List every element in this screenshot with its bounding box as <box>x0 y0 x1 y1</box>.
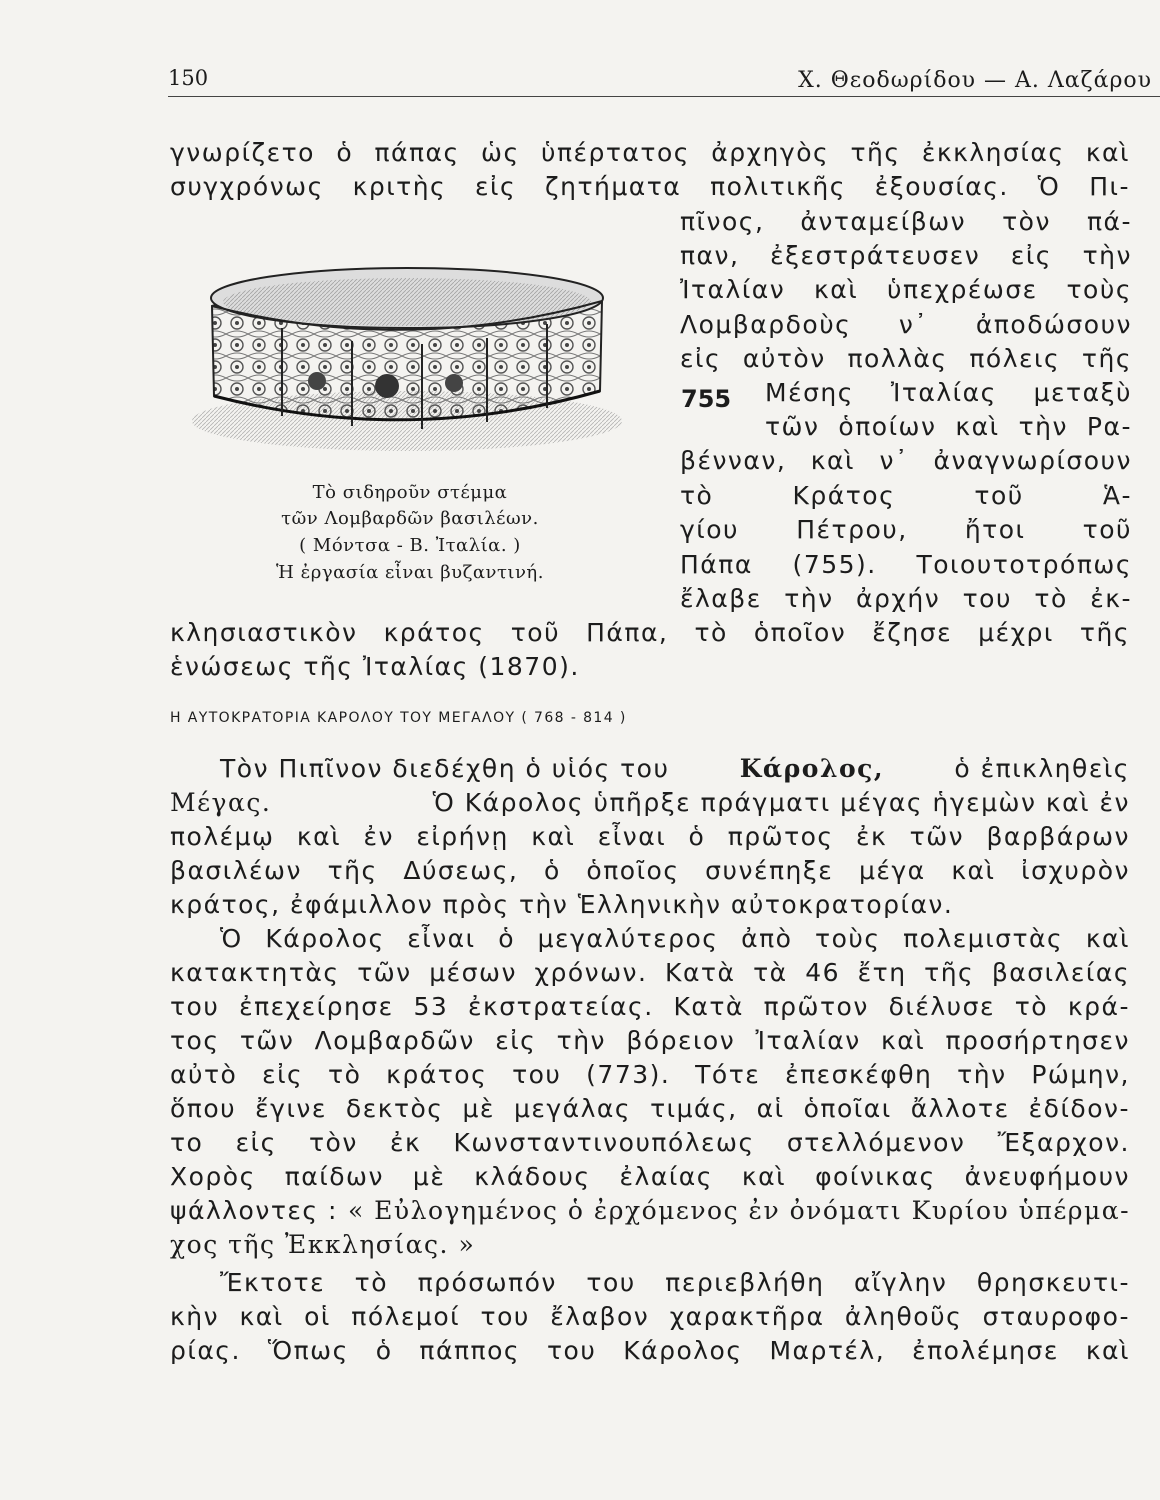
text-line: ἑνώσεως τῆς Ἰταλίας (1870). <box>170 652 580 681</box>
name-emphasis: Κάρολος, <box>739 754 885 783</box>
text-line: πῖνος, ἀνταμείβων τὸν πά- <box>680 207 1132 236</box>
text-line: ἔλαβε τὴν ἀρχήν του τὸ ἐκ- <box>680 584 1132 613</box>
text-line <box>170 1196 1130 1226</box>
text-line: εἰς αὐτὸν πολλὰς πόλεις τῆς <box>680 344 1132 373</box>
text-line: τὸ Κράτος τοῦ Ἁ- <box>680 481 1132 510</box>
text-line: Μέσης Ἰταλίας μεταξὺ <box>765 378 1132 407</box>
name-emphasis: Μέγας. <box>170 788 272 817</box>
text-line: κράτος, ἐφάμιλλον πρὸς τὴν Ἑλληνικὴν αὐτοκρατορίαν. <box>170 890 954 919</box>
page-number: 150 <box>168 66 209 90</box>
text-line: το εἰς τὸν ἐκ Κωνσταντινουπόλεως στελλόμενον Ἔξαρχον. <box>170 1128 1130 1157</box>
text-line: αὐτὸ εἰς τὸ κράτος του (773). Τότε ἐπεσκέφθη τὴν Ρώμην, <box>170 1060 1130 1089</box>
text-line: Λομβαρδοὺς ν᾽ ἀποδώσουν <box>680 310 1132 339</box>
text-line: γνωρίζετο ὁ πάπας ὡς ὑπέρτατος ἀρχηγὸς τῆς ἐκκλησίας καὶ <box>170 138 1130 167</box>
caption-line: Ἡ ἐργασία εἶναι βυζαντινή. <box>276 562 544 583</box>
text-line: Ὁ Κάρολος εἶναι ὁ μεγαλύτερος ἀπὸ τοὺς πολεμιστὰς καὶ <box>220 924 1130 953</box>
text-line: Ἰταλίαν καὶ ὑπεχρέωσε τοὺς <box>680 275 1132 304</box>
text-line: χος τῆς Ἐκκλησίας. » <box>170 1230 476 1259</box>
margin-year-note: 755 <box>681 385 732 413</box>
text-line: τῶν ὁποίων καὶ τὴν Ρα- <box>765 412 1132 441</box>
text-line: ρίας. Ὅπως ὁ πάππος του Κάρολος Μαρτέλ, ἐπολέμησε καὶ <box>170 1336 1130 1365</box>
text-line: Χορὸς παίδων μὲ κλάδους ἐλαίας καὶ φοίνικας ἀνευφήμουν <box>170 1162 1130 1191</box>
text-line: παν, ἐξεστράτευσεν εἰς τὴν <box>680 241 1132 270</box>
text-line: γίου Πέτρου, ἤτοι τοῦ <box>680 515 1132 544</box>
caption-line: Τὸ σιδηροῦν στέμμα <box>312 482 508 503</box>
text-line <box>220 754 1130 784</box>
quotation: « Εὐλογημένος ὁ ἐρχόμενος ἐν ὀνόματι Κυρίου ὑπέρμα- <box>347 1196 1131 1225</box>
text-run: Ὁ Κάρολος ὑπῆρξε πράγματι μέγας ἡγεμὼν καὶ ἐν <box>432 788 1130 817</box>
text-line: Ἔκτοτε τὸ πρόσωπόν του περιεβλήθη αἴγλην θρησκευτι- <box>220 1268 1130 1297</box>
crown-drawing <box>182 246 642 476</box>
text-line: ὅπου ἔγινε δεκτὸς μὲ μεγάλας τιμάς, αἱ ὁποῖαι ἄλλοτε ἐδίδον- <box>170 1094 1130 1123</box>
section-heading: Η ΑΥΤΟΚΡΑΤΟΡΙΑ ΚΑΡΟΛΟΥ ΤΟΥ ΜΕΓΑΛΟΥ ( 768 - 814 ) <box>170 710 627 726</box>
text-run: ψάλλοντες : <box>170 1196 338 1225</box>
text-line: βασιλέων τῆς Δύσεως, ὁ ὁποῖος συνέπηξε μέγα καὶ ἰσχυρὸν <box>170 856 1130 885</box>
header-rule <box>168 96 1160 97</box>
text-line <box>170 788 1130 818</box>
text-line: κατακτητὰς τῶν μέσων χρόνων. Κατὰ τὰ 46 ἔτη τῆς βασιλείας <box>170 958 1130 987</box>
text-line: πολέμῳ καὶ ἐν εἰρήνῃ καὶ εἶναι ὁ πρῶτος ἐκ τῶν βαρβάρων <box>170 822 1130 851</box>
text-line: τος τῶν Λομβαρδῶν εἰς τὴν βόρειον Ἰταλίαν καὶ προσήρτησεν <box>170 1026 1130 1055</box>
text-run: ὁ ἐπικληθεὶς <box>954 754 1130 783</box>
text-line: κλησιαστικὸν κράτος τοῦ Πάπα, τὸ ὁποῖον ἔζησε μέχρι τῆς <box>170 618 1130 647</box>
text-line: Πάπα (755). Τοιουτοτρόπως <box>680 550 1132 579</box>
caption-line: ( Μόντσα - Β. Ἰταλία. ) <box>299 535 521 556</box>
text-run: Τὸν Πιπῖνον διεδέχθη ὁ υἱός του <box>220 754 670 783</box>
iron-crown-illustration <box>182 246 642 476</box>
text-line: κὴν καὶ οἱ πόλεμοί του ἔλαβον χαρακτῆρα ἀληθοῦς σταυροφο- <box>170 1302 1130 1331</box>
text-line: συγχρόνως κριτὴς εἰς ζητήματα πολιτικῆς ἐξουσίας. Ὁ Πι- <box>170 172 1130 201</box>
running-head: Χ. Θεοδωρίδου — Α. Λαζάρου <box>798 68 1152 93</box>
caption-line: τῶν Λομβαρδῶν βασιλέων. <box>281 508 539 529</box>
text-line: βένναν, καὶ ν᾽ ἀναγνωρίσουν <box>680 446 1132 475</box>
text-line: του ἐπεχείρησε 53 ἐκστρατείας. Κατὰ πρῶτον διέλυσε τὸ κρά- <box>170 992 1130 1021</box>
